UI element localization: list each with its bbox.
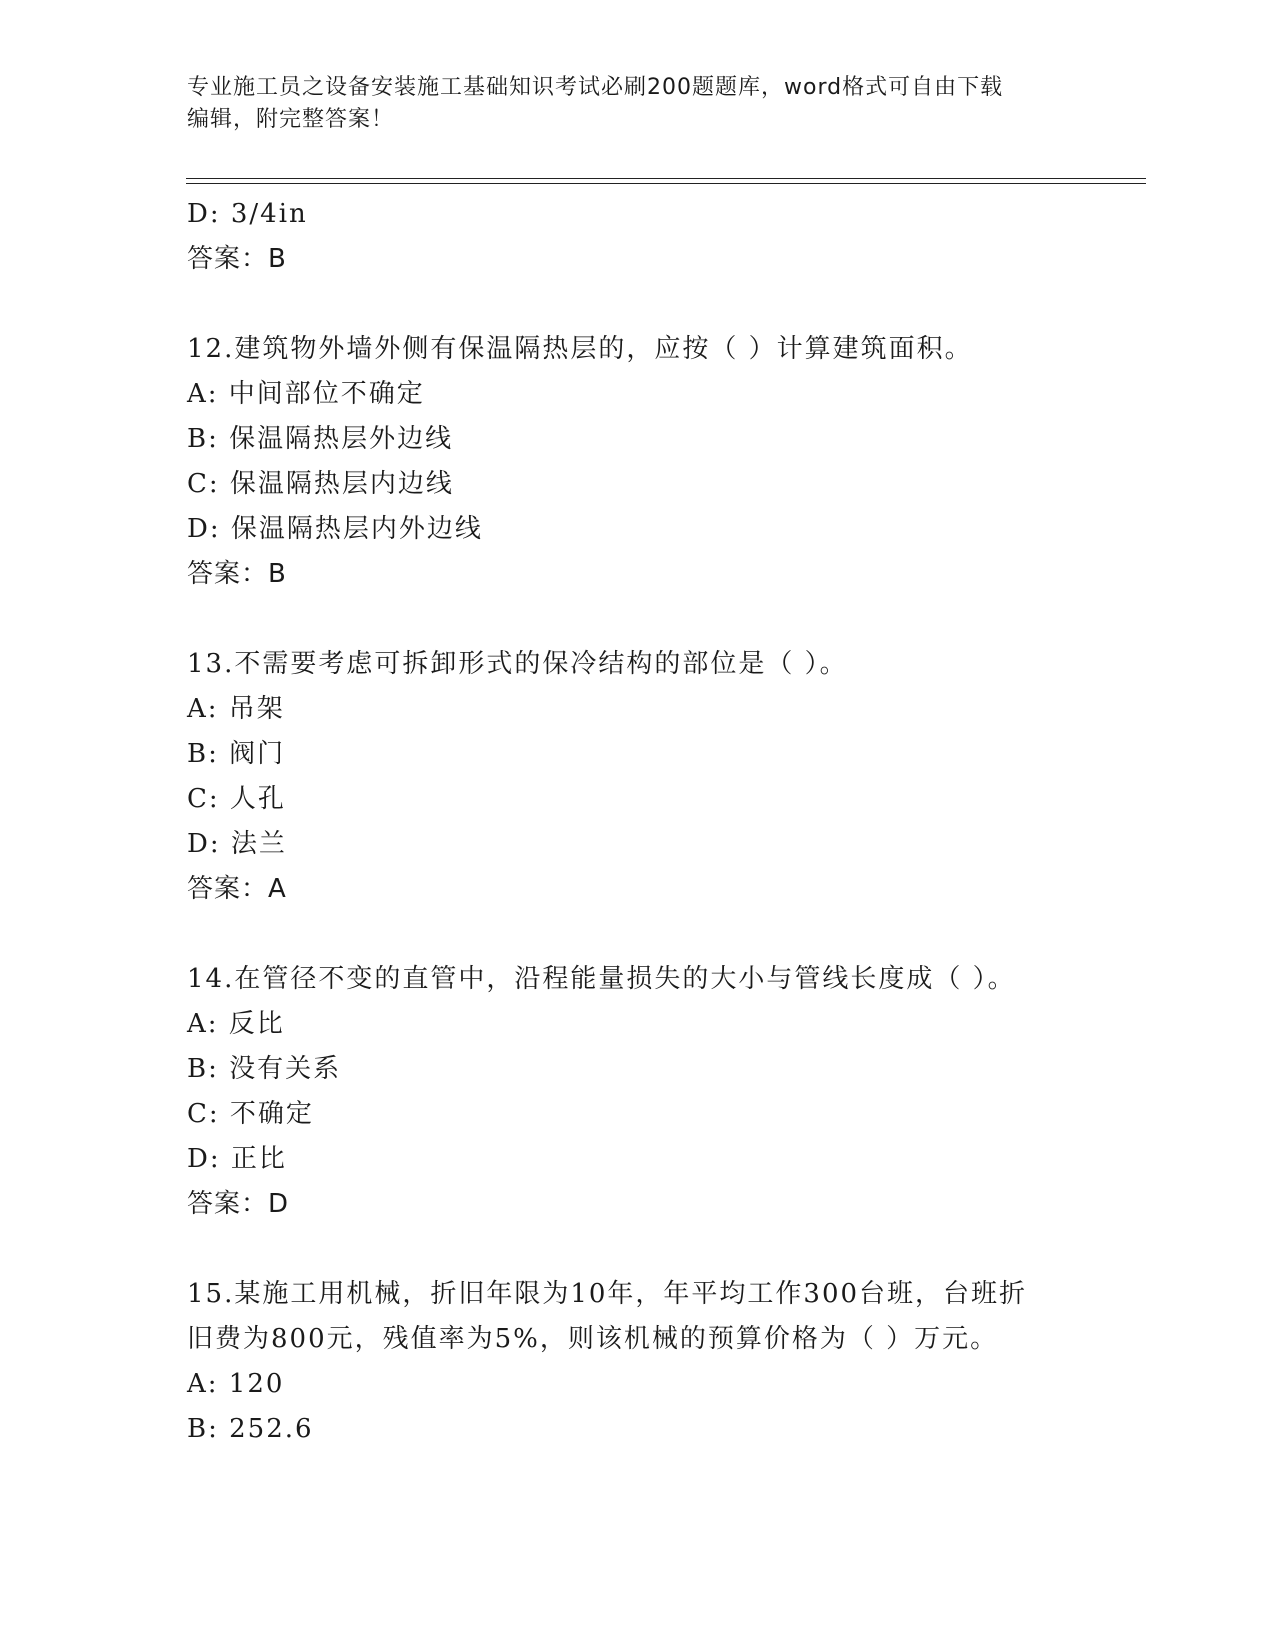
question-15 (187, 1272, 1087, 1452)
question-text: 12.建筑物外墙外侧有保温隔热层的，应按（ ）计算建筑面积。 (187, 334, 973, 364)
option-b: B: 没有关系 (187, 1054, 342, 1084)
answer: 答案：B (187, 559, 287, 589)
question-text-line-2: 旧费为800元，残值率为5%，则该机械的预算价格为（ ）万元。 (187, 1324, 999, 1354)
header-divider-top (186, 178, 1146, 179)
question-12 (187, 327, 1087, 597)
header-line-2: 编辑，附完整答案！ (187, 107, 395, 132)
spacer (187, 912, 1087, 957)
option-b: B: 阀门 (187, 739, 286, 769)
option-c: C: 人孔 (187, 784, 286, 814)
document-header (187, 72, 1087, 136)
option-c: C: 保温隔热层内边线 (187, 469, 454, 499)
option-b: B: 保温隔热层外边线 (187, 424, 454, 454)
question-text: 13.不需要考虑可拆卸形式的保冷结构的部位是（ ）。 (187, 649, 848, 679)
spacer (187, 597, 1087, 642)
question-13 (187, 642, 1087, 912)
option-a: A: 反比 (187, 1009, 285, 1039)
question-14 (187, 957, 1087, 1227)
header-divider-bottom (186, 183, 1146, 184)
option-a: A: 中间部位不确定 (187, 379, 425, 409)
header-line-1: 专业施工员之设备安装施工基础知识考试必刷200题题库，word格式可自由下载 (187, 75, 1004, 100)
question-text: 14.在管径不变的直管中，沿程能量损失的大小与管线长度成（ ）。 (187, 964, 1016, 994)
prev-option-d: D: 3/4in (187, 199, 308, 229)
prev-answer: 答案：B (187, 244, 287, 274)
option-a: A: 120 (187, 1369, 285, 1399)
spacer (187, 1227, 1087, 1272)
option-b: B: 252.6 (187, 1414, 314, 1444)
option-d: D: 保温隔热层内外边线 (187, 514, 483, 544)
option-c: C: 不确定 (187, 1099, 314, 1129)
option-a: A: 吊架 (187, 694, 285, 724)
answer: 答案：D (187, 1189, 290, 1219)
answer: 答案：A (187, 874, 287, 904)
option-d: D: 法兰 (187, 829, 287, 859)
question-content (187, 192, 1087, 1452)
spacer (187, 282, 1087, 327)
question-text-line-1: 15.某施工用机械，折旧年限为10年，年平均工作300台班，台班折 (187, 1279, 1028, 1309)
option-d: D: 正比 (187, 1144, 287, 1174)
